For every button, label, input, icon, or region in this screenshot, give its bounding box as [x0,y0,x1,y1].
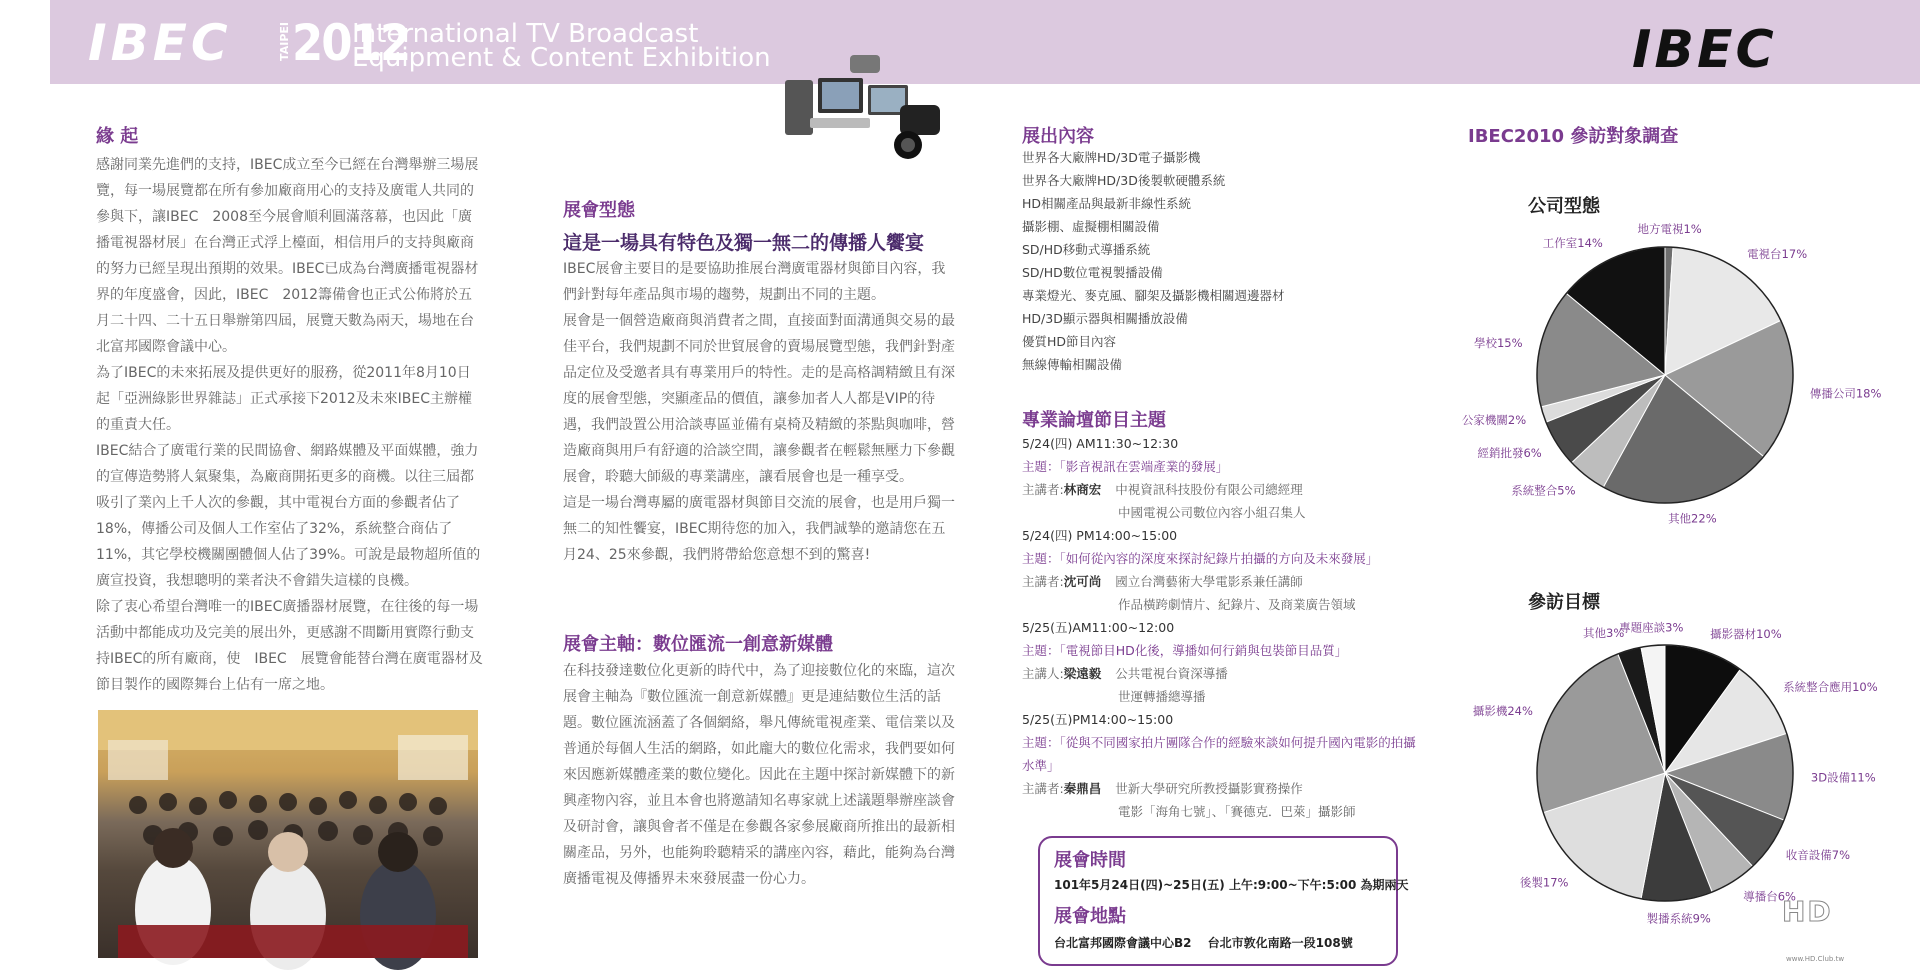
camera-icon [900,105,940,135]
speaker-label: 主講人: [1022,666,1064,681]
theme-text [563,658,955,892]
pie-label: 後製17% [1519,875,1569,890]
pie-label: 其他22% [1668,511,1717,526]
forum-time: 5/24(四) AM11:30~12:30 [1022,436,1179,451]
forum-topic: 主題：「影音視訊在雲端產業的發展」 [1022,459,1229,474]
speaker-title: 中視資訊科技股份有限公司總經理 [1115,482,1303,497]
list-item: 專業燈光、麥克風、腳架及攝影機相關週邊器材 [1022,288,1285,303]
pie-label: 導播台6% [1743,889,1796,904]
theme-heading: 展會主軸：數位匯流一創意新媒體 [563,634,833,655]
format-paragraph: IBEC展會主要目的是要協助推展台灣廣電器材與節目內容，我們針對每年產品與市場的趨勢，規劃出不同的主題。 [563,261,946,303]
speaker-title: 國立台灣藝術大學電影系兼任講師 [1115,574,1303,589]
pie-label: 傳播公司18% [1809,386,1882,401]
visit-goal-pie-chart [1470,618,1890,928]
chart-title-visit: 參訪目標 [1528,592,1600,613]
pie-label: 專題座談3% [1619,620,1684,635]
list-item: 攝影棚、虛擬棚相關設備 [1022,219,1160,234]
event-place-title: 展會地點 [1054,906,1126,927]
format-paragraph: 展會是一個營造廠商與消費者之間，直接面對面溝通與交易的最佳平台，我們規劃不同於世貿展會的賣場展覽型態，我們針對產品定位及受邀者具有專業用戶的特性。走的是高格調精緻且有深度的展會型態，突顯產品的價值，讓參加者人人都是VIP的待遇，我們設置公用洽談專區並備有桌椅及精緻的茶點與咖啡，營造廠商與用戶有舒適的洽談空間，讓參觀者在輕鬆無壓力下參觀展會，聆聽大師級的專業講座，讓看展會也是一種享受。 [563,313,955,485]
forum-item [1022,616,1422,708]
format-text [563,256,955,568]
speaker-title: 公共電視台資深導播 [1115,666,1228,681]
pie-label: 學校15% [1473,336,1523,351]
forum-topic: 主題：「電視節目HD化後，導播如何行銷與包裝節目品質」 [1022,643,1348,658]
speaker-title-2: 世運轉播總導播 [1118,689,1206,704]
list-item: HD/3D顯示器與相關播放設備 [1022,311,1188,326]
keyboard-icon [810,118,870,128]
intro-paragraph: 除了衷心希望台灣唯一的IBEC廣播器材展覽，在往後的每一場活動中都能成功及完美的展出外，更感謝不間斷用實際行動支持IBEC的所有廠商，使 IBEC 展覽會能替台灣在廣電器材及節目製作的國際舞台上佔有一席之地。 [96,599,483,693]
speaker-title-2: 中國電視公司數位內容小組召集人 [1118,505,1306,520]
pie-label: 3D設備11% [1810,770,1876,785]
list-item: 無線傳輸相關設備 [1022,357,1123,372]
pie-label: 經銷批發6% [1477,446,1542,461]
intro-paragraph: 為了IBEC的未來拓展及提供更好的服務，從2011年8月10日起「亞洲綠影世界雜誌」正式承接下2012及未來IBEC主辦權的重責大任。 [96,365,472,433]
speaker-name: 林商宏 [1063,482,1102,497]
subtitle-line-2: Equipment & Content Exhibition [352,43,771,73]
ibec-logo-right: IBEC [1632,20,1777,80]
format-paragraph: 這是一場台灣專屬的廣電器材與節目交流的展會，也是用戶獨一無二的知性饗宴，IBEC期待您的加入，我們誠摯的邀請您在五月24、25來參觀，我們將帶給您意想不到的驚喜! [563,495,955,563]
format-subheading: 這是一場具有特色及獨一無二的傳播人饗宴 [563,232,925,254]
audience-photo [98,710,478,958]
pie-label: 系統整合應用10% [1783,680,1878,695]
intro-paragraph: IBEC結合了廣電行業的民間協會、網路媒體及平面媒體，強力的宣傳造勢將人氣聚集，為廠商開拓更多的商機。以往三屆都吸引了業內上千人次的參觀，其中電視台方面的參觀者佔了18%，傳播公司及個人工作室佔了32%，系統整合商佔了11%，其它學校機關團體個人佔了39%。可說是最物超所值的廣宣投資，我想聰明的業者決不會錯失這樣的良機。 [96,443,481,589]
format-heading: 展會型態 [563,200,635,221]
event-place: 台北富邦國際會議中心B2 台北市敦化南路一段108號 [1054,936,1353,950]
list-item: 優質HD節目內容 [1022,334,1117,349]
pie-label: 其他3% [1583,625,1625,640]
list-item: HD相關產品與最新非線性系統 [1022,196,1192,211]
pie-label: 收音設備7% [1785,848,1851,863]
pie-label: 製播系統9% [1646,911,1711,926]
event-year: 2012 [292,14,410,72]
forum-time: 5/25(五)PM14:00~15:00 [1022,712,1174,727]
intro-heading: 緣 起 [96,126,139,147]
pie-label: 電視台17% [1747,247,1808,262]
speaker-label: 主講者: [1022,781,1064,796]
chart-title-company: 公司型態 [1528,196,1600,217]
speaker-title-2: 電影「海角七號」、「賽德克．巴萊」攝影師 [1118,804,1356,819]
speaker-label: 主講者: [1022,482,1064,497]
pie-label: 工作室14% [1542,235,1603,250]
forum-time: 5/25(五)AM11:00~12:00 [1022,620,1175,635]
forum-topic: 主題：「從與不同國家拍片團隊合作的經驗來談如何提升國內電影的拍攝水準」 [1022,735,1416,773]
ibec-logo-left: IBEC [88,14,232,72]
projector-icon [850,55,880,73]
event-subtitle [352,19,771,73]
exhibits-heading: 展出內容 [1022,126,1094,147]
event-info-box [1038,836,1409,966]
speaker-name: 梁遠毅 [1063,666,1102,681]
pie-label: 攝影器材10% [1710,627,1782,642]
intro-paragraph: 感謝同業先進們的支持，IBEC成立至今已經在台灣舉辦三場展覽，每一場展覽都在所有參加廠商用心的支持及廣電人共同的參與下，讓IBEC 2008至今展會順利圓滿落幕，也因此「廣播電視器材展」在台灣正式浮上檯面，相信用戶的支持與廠商的努力已經呈現出預期的效果。IBEC已成為台灣廣播電視器材界的年度盛會，因此，IBEC 2012籌備會也正式公佈將於五月二十四、二十五日舉辦第四屆，展覽天數為兩天，場地在台北富邦國際會議中心。 [96,157,479,355]
forum-item [1022,708,1422,823]
speaker-title: 世新大學研究所教授攝影實務操作 [1115,781,1303,796]
forum-topic: 主題：「如何從內容的深度來探討紀錄片拍攝的方向及未來發展」 [1022,551,1379,566]
speaker-title-2: 作品橫跨劇情片、紀錄片、及商業廣告領域 [1118,597,1356,612]
subtitle-line-1: International TV Broadcast [352,19,699,49]
speaker-name: 秦鼎昌 [1063,781,1102,796]
theme-paragraph: 在科技發達數位化更新的時代中，為了迎接數位化的來臨，這次展會主軸為『數位匯流一創意新媒體』更是連結數位生活的話題。數位匯流涵蓋了各個網絡，舉凡傳統電視產業、電信業以及普通於每個人生活的網路，如此龐大的數位化需求，我們要如何來因應新媒體產業的數位變化。因此在主題中探討新媒體下的新興產物內容，並且本會也將邀請知名專家就上述議題舉辦座談會及研討會，讓與會者不僅是在參觀各家參展廠商所推出的最新相關產品，另外，也能夠聆聽精采的講座內容，藉此，能夠為台灣廣播電視及傳播界未來發展盡一份心力。 [563,663,955,887]
speaker-label: 主講者: [1022,574,1064,589]
company-type-pie-chart [1461,220,1890,530]
hdclub-watermark: HD [1782,895,1833,928]
forum-time: 5/24(四) PM14:00~15:00 [1022,528,1178,543]
pie-label: 系統整合5% [1511,483,1576,498]
pie-label: 地方電視1% [1637,222,1702,237]
event-time-title: 展會時間 [1054,850,1126,871]
speaker-name: 沈可尚 [1063,574,1102,589]
computer-tower-icon [785,80,813,135]
forum-item [1022,432,1422,524]
forum-list [1022,432,1422,823]
event-time: 101年5月24日(四)~25日(五) 上午:9:00~下午:5:00 為期兩天 [1054,878,1409,892]
taipei-label: TAIPEI [278,22,291,61]
hdclub-url: www.HD.Club.tw [1786,955,1845,963]
exhibits-list [1022,146,1352,376]
intro-text [96,152,484,698]
equipment-illustration [780,50,960,170]
list-item: SD/HD數位電視製播設備 [1022,265,1163,280]
survey-heading: IBEC2010 參訪對象調查 [1468,126,1679,147]
list-item: 世界各大廠牌HD/3D電子攝影機 [1022,150,1201,165]
list-item: SD/HD移動式導播系統 [1022,242,1151,257]
pie-label: 公家機關2% [1461,413,1527,428]
forum-heading: 專業論壇節目主題 [1022,410,1166,431]
list-item: 世界各大廠牌HD/3D後製軟硬體系統 [1022,173,1226,188]
pie-label: 攝影機24% [1472,703,1533,718]
forum-item [1022,524,1422,616]
